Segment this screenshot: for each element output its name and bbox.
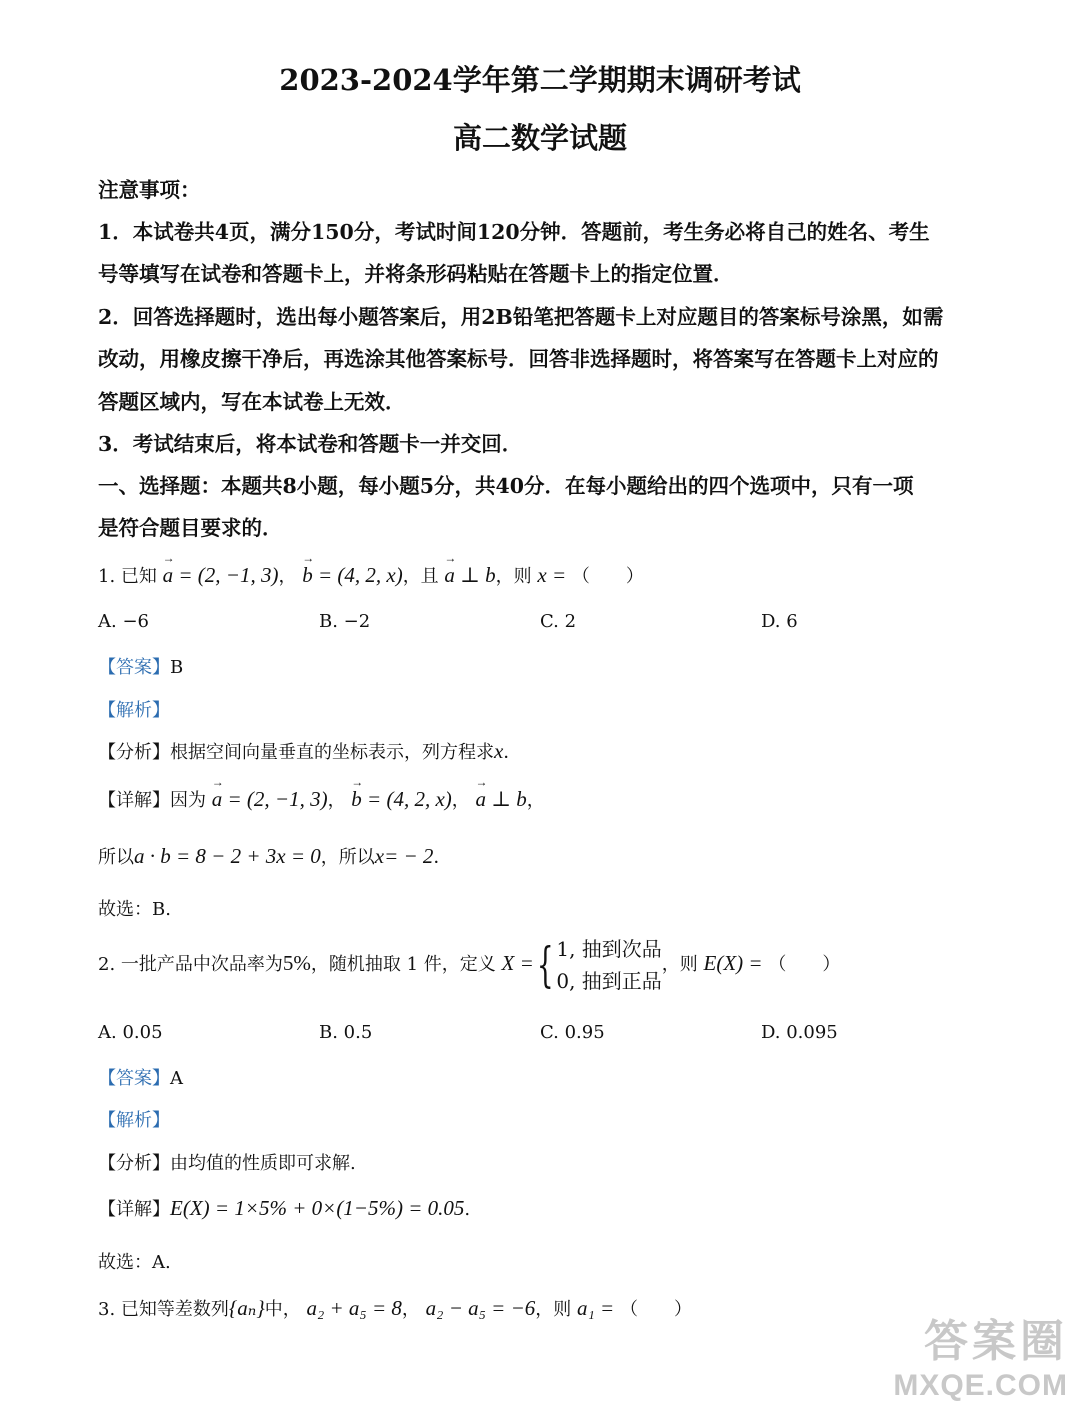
q1-so-pre: 所以: [98, 847, 134, 868]
q2-option-a: A. 0.05: [98, 1022, 163, 1043]
q3-eq-1: a₂ + a₅ = 8: [306, 1296, 402, 1320]
q3-mid-1: 中，: [264, 1299, 301, 1320]
q2-fenxi-text: 由均值的性质即可求解.: [170, 1153, 356, 1174]
exam-title: 2023-2024学年第二学期期末调研考试: [279, 63, 801, 97]
q2-detail-expr: E(X) = 1×5% + 0×(1−5%) = 0.05: [170, 1196, 465, 1220]
q1-tail: ，则: [495, 566, 532, 587]
q1-sep-1: ，: [278, 566, 297, 587]
q2-detail-end: .: [464, 1199, 471, 1220]
q2-mid: ，随机抽取 1 件，定义: [310, 954, 496, 975]
q1-so-result: x= − 2: [374, 844, 434, 868]
q1-sep-2: ，且: [402, 566, 439, 587]
q1-option-a: A. −6: [98, 611, 149, 632]
q1-analysis-tag: 【解析】: [98, 700, 170, 721]
notes-heading: 注意事项：: [98, 178, 201, 202]
q1-answer: B: [170, 657, 184, 678]
q1-option-c: C. 2: [540, 611, 577, 632]
q1-so-row: [98, 843, 988, 869]
q2-fenxi-row: [98, 1149, 988, 1175]
q1-detail-a: → a = (2, −1, 3): [212, 787, 328, 812]
watermark-bottom: MXQE.COM: [893, 1369, 1068, 1402]
q2-expectation: E(X) =: [703, 951, 763, 975]
q1-fenxi-tag: 【分析】: [98, 742, 170, 763]
q2-case-2: 0, 抽到正品: [556, 969, 662, 993]
q2-fenxi-tag: 【分析】: [98, 1153, 170, 1174]
q1-option-b: B. −2: [319, 611, 371, 632]
q1-so-expr: a · b = 8 − 2 + 3x = 0: [134, 844, 321, 868]
q1-vector-a: → a = (2, −1, 3): [163, 563, 279, 588]
note-2-line-3: 答题区域内，写在本试卷上无效．: [98, 390, 406, 414]
q2-detail-row: [98, 1195, 988, 1221]
q3-sequence: {aₙ}: [228, 1296, 265, 1320]
exam-subtitle: 高二数学试题: [452, 121, 627, 155]
q1-detail-tag: 【详解】: [98, 790, 170, 811]
q1-answer-tag: 【答案】: [98, 657, 170, 678]
q1-fenxi-var: x: [494, 739, 504, 763]
note-2-line-2: 改动，用橡皮擦干净后，再选涂其他答案标号．回答非选择题时，将答案写在答题卡上对应的: [98, 347, 939, 371]
q2-answer-row: [98, 1064, 988, 1090]
q1-detail-sep: ，: [327, 790, 346, 811]
q2-analysis-tag: 【解析】: [98, 1110, 170, 1131]
q2-option-b: B. 0.5: [319, 1022, 373, 1043]
q2-rate: 5%: [282, 951, 311, 975]
note-3: 3．考试结束后，将本试卷和答题卡一并交回．: [98, 432, 523, 456]
q1-x-eq: x =: [537, 563, 567, 587]
note-2-line-1: 2．回答选择题时，选出每小题答案后，用2B铅笔把答题卡上对应题目的答案标号涂黑，如需: [98, 305, 944, 329]
q1-perp-condition: → a ⊥ b: [444, 563, 495, 588]
q3-prefix: 3. 已知等差数列: [98, 1299, 229, 1320]
q3-eq-3: a₁ =: [577, 1296, 615, 1320]
q1-so-end: ．: [433, 847, 452, 868]
q2-case-1: 1, 抽到次品: [556, 937, 662, 961]
q1-detail-b: → b = (4, 2, x): [351, 787, 451, 812]
q3-mid-2: ，: [401, 1299, 420, 1320]
q3-paren: （ ）: [619, 1299, 692, 1320]
left-brace-icon: {: [536, 937, 554, 993]
note-1-line-1: 1．本试卷共4页，满分150分，考试时间120分钟．答题前，考生务必将自己的姓名、考生: [98, 220, 930, 244]
q1-detail-sep-2: ，: [451, 790, 470, 811]
q1-so-mid: ，所以: [320, 847, 375, 868]
q2-cases: [556, 933, 661, 997]
q2-option-d: D. 0.095: [761, 1022, 838, 1043]
q3-eq-2: a₂ − a₅ = −6: [425, 1296, 536, 1320]
q2-answer-tag: 【答案】: [98, 1068, 170, 1089]
note-1-line-2: 号等填写在试卷和答题卡上，并将条形码粘贴在答题卡上的指定位置．: [98, 262, 734, 286]
q1-answer-row: [98, 653, 988, 679]
q1-fenxi-end: ．: [503, 742, 522, 763]
q2-x-eq: X =: [501, 951, 534, 975]
question-1-stem: [98, 562, 988, 588]
q1-detail-end: ，: [526, 790, 545, 811]
q2-detail-tag: 【详解】: [98, 1199, 170, 1220]
q1-detail-row: [98, 786, 988, 812]
q1-option-d: D. 6: [761, 611, 798, 632]
q1-detail-perp: → a ⊥ b: [476, 787, 527, 812]
q2-choose: 故选：A.: [98, 1252, 171, 1273]
q1-vector-b: → b = (4, 2, x): [302, 563, 402, 588]
section-1-line-1: 一、选择题：本题共8小题，每小题5分，共40分．在每小题给出的四个选项中，只有一项: [98, 474, 914, 498]
q2-option-c: C. 0.95: [540, 1022, 605, 1043]
question-2-stem: [98, 933, 988, 997]
q2-paren: （ ）: [768, 954, 841, 975]
q3-tail: ，则: [535, 1299, 572, 1320]
q1-choose: 故选：B.: [98, 899, 171, 920]
watermark-top: 答案圈: [924, 1316, 1068, 1367]
section-1-line-2: 是符合题目要求的．: [98, 516, 283, 540]
q2-prefix: 2. 一批产品中次品率为: [98, 954, 283, 975]
q1-fenxi-text: 根据空间向量垂直的坐标表示，列方程求: [170, 742, 494, 763]
question-3-stem: [98, 1295, 988, 1321]
watermark-logo: [893, 1305, 1068, 1403]
q2-answer: A: [170, 1068, 183, 1089]
q1-prefix: 1. 已知: [98, 566, 157, 587]
q1-paren: （ ）: [571, 566, 644, 587]
q1-detail-pre: 因为: [170, 790, 206, 811]
q2-tail: ，则: [661, 954, 698, 975]
q1-fenxi-row: [98, 738, 988, 764]
